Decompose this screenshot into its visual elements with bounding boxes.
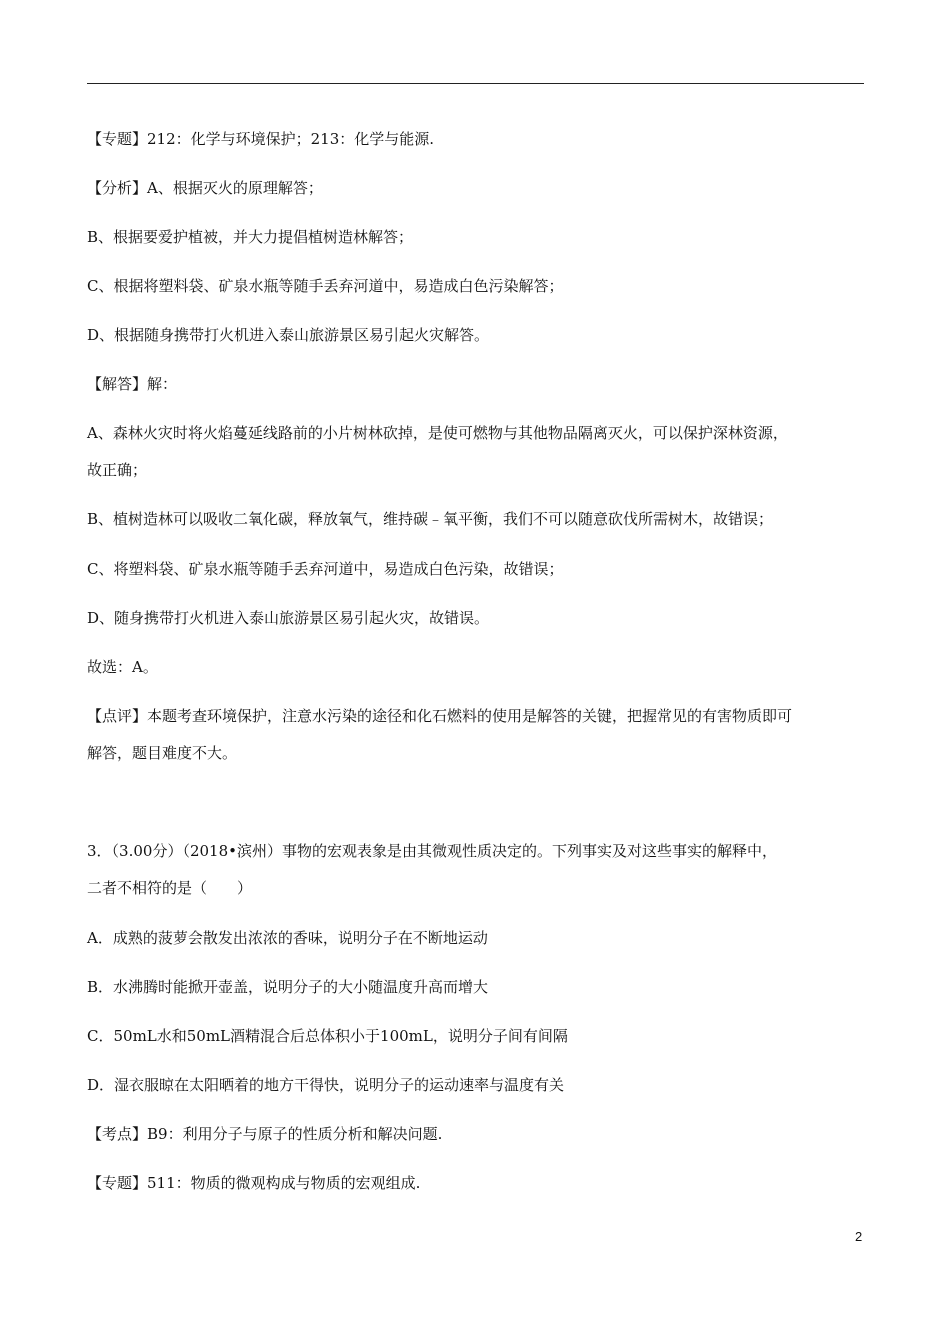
header-rule: [87, 83, 864, 84]
choice-line: 故选：A。: [87, 658, 158, 676]
option-c: C．50mL水和50mL酒精混合后总体积小于100mL，说明分子间有间隔: [87, 1027, 568, 1045]
topic-line: 【专题】212：化学与环境保护；213：化学与能源.: [87, 130, 435, 148]
option-b: B．水沸腾时能掀开壶盖，说明分子的大小随温度升高而增大: [87, 978, 489, 996]
answer-a-line1: A、森林火灾时将火焰蔓延线路前的小片树林砍掉，是使可燃物与其他物品隔离灭火，可以保护深林资源，: [87, 424, 788, 442]
answer-header: 【解答】解：: [87, 375, 178, 393]
answer-a-line2: 故正确；: [87, 461, 148, 479]
comment-line1: 【点评】本题考查环境保护，注意水污染的途径和化石燃料的使用是解答的关键，把握常见的有害物质即可: [87, 707, 793, 725]
option-d: D．湿衣服晾在太阳晒着的地方干得快，说明分子的运动速率与温度有关: [87, 1076, 565, 1094]
question-3-stem-line1: 3．（3.00分）（2018•滨州）事物的宏观表象是由其微观性质决定的。下列事实及对这些事实的解释中，: [87, 842, 777, 860]
kaodian-line: 【考点】B9：利用分子与原子的性质分析和解决问题.: [87, 1125, 443, 1143]
q3-topic-line: 【专题】511：物质的微观构成与物质的宏观组成.: [87, 1174, 421, 1192]
page-number: 2: [855, 1229, 863, 1244]
comment-line2: 解答，题目难度不大。: [87, 744, 238, 762]
analysis-line: 【分析】A、根据灭火的原理解答；: [87, 179, 323, 197]
analysis-d: D、根据随身携带打火机进入泰山旅游景区易引起火灾解答。: [87, 326, 490, 344]
answer-c: C、将塑料袋、矿泉水瓶等随手丢弃河道中，易造成白色污染，故错误；: [87, 560, 564, 578]
answer-d: D、随身携带打火机进入泰山旅游景区易引起火灾，故错误。: [87, 609, 490, 627]
question-3-stem-line2: 二者不相符的是（ ）: [87, 879, 253, 897]
analysis-b: B、根据要爱护植被，并大力提倡植树造林解答；: [87, 228, 414, 246]
analysis-c: C、根据将塑料袋、矿泉水瓶等随手丢弃河道中，易造成白色污染解答；: [87, 277, 564, 295]
answer-b: B、植树造林可以吸收二氧化碳，释放氧气，维持碳﹣氧平衡，我们不可以随意砍伐所需树木，故错误；: [87, 510, 774, 528]
option-a: A．成熟的菠萝会散发出浓浓的香味，说明分子在不断地运动: [87, 929, 488, 947]
